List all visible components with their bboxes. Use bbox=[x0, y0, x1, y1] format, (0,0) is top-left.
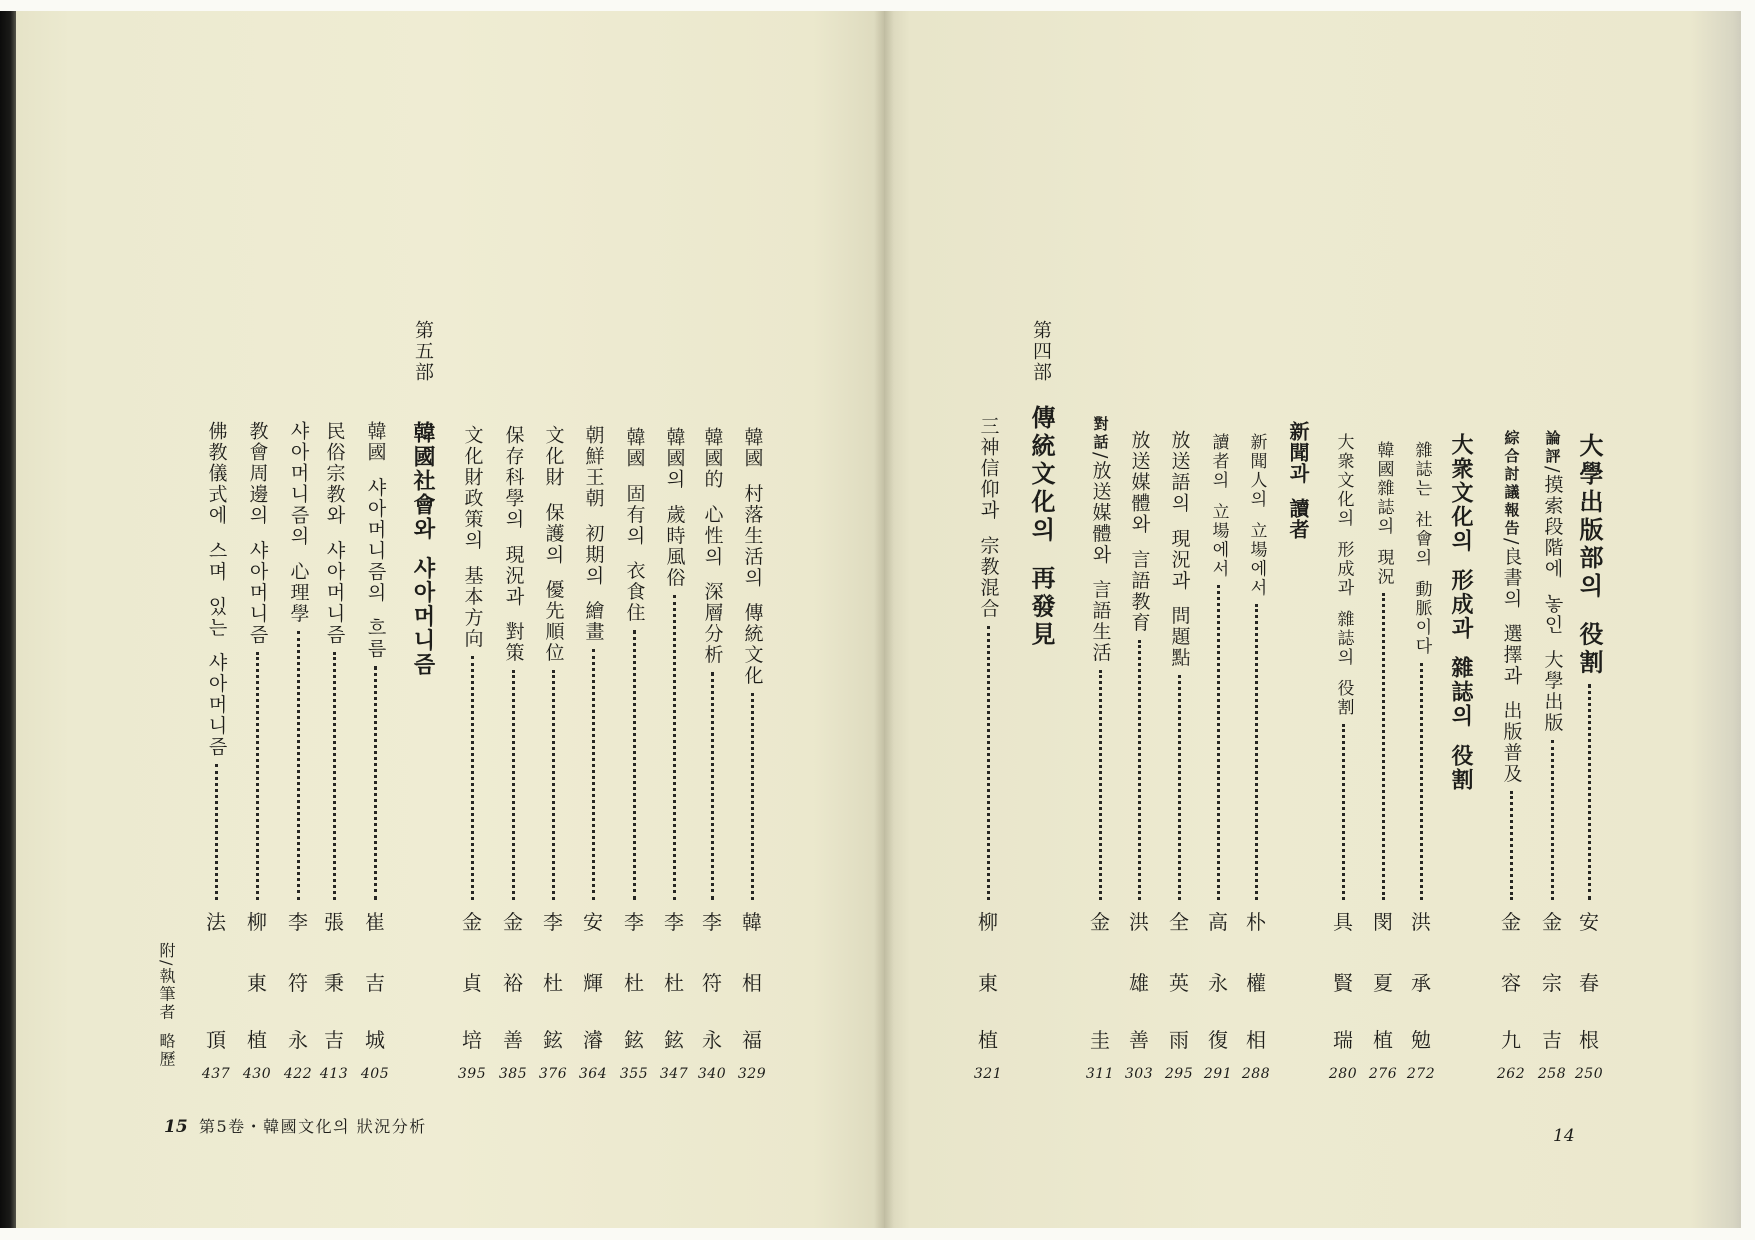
dot-leader bbox=[673, 595, 676, 900]
author-name-char: 金 bbox=[1542, 910, 1562, 934]
dot-leader bbox=[987, 626, 990, 900]
author-name-char: 安 bbox=[583, 910, 603, 934]
dot-leader bbox=[1588, 684, 1591, 900]
author-name-char: 植 bbox=[1373, 1028, 1393, 1052]
author-name-char: 相 bbox=[1246, 1028, 1266, 1052]
entry-title: 샤아머니즘의 心理學 bbox=[287, 421, 310, 625]
author-name-char: 李 bbox=[288, 910, 308, 934]
author-name-char: 雄 bbox=[1129, 971, 1149, 995]
part-heading bbox=[408, 421, 438, 677]
toc-entry bbox=[1124, 430, 1154, 900]
toc-page-number: 340 bbox=[697, 1066, 727, 1082]
section-heading bbox=[1283, 421, 1313, 540]
author-name-char: 雨 bbox=[1169, 1028, 1189, 1052]
toc-entry bbox=[697, 427, 727, 900]
author-name-char: 九 bbox=[1501, 1028, 1521, 1052]
toc-page-number: 422 bbox=[283, 1066, 313, 1082]
author-name-char: 善 bbox=[503, 1028, 523, 1052]
part-heading bbox=[1026, 405, 1056, 649]
author-name-char: 金 bbox=[462, 910, 482, 934]
toc-page-number: 321 bbox=[973, 1066, 1003, 1082]
dot-leader bbox=[512, 670, 515, 900]
author-name-char: 容 bbox=[1501, 971, 1521, 995]
entry-title: 傳統文化의 再發見 bbox=[1027, 405, 1056, 650]
entry-title: 新聞人의 立場에서 bbox=[1246, 433, 1267, 598]
toc-page-number: 437 bbox=[201, 1066, 231, 1082]
author-name-char: 張 bbox=[324, 910, 344, 934]
author-name-char: 圭 bbox=[1090, 1028, 1110, 1052]
dot-leader bbox=[592, 649, 595, 900]
toc-page-number: 295 bbox=[1164, 1066, 1194, 1082]
toc-entry bbox=[201, 421, 231, 900]
entry-title: 韓國 샤아머니즘의 흐름 bbox=[364, 421, 387, 660]
toc-page-number: 385 bbox=[498, 1066, 528, 1082]
dot-leader bbox=[1099, 670, 1102, 900]
author-name-char: 權 bbox=[1246, 971, 1266, 995]
toc-page-number: 413 bbox=[319, 1066, 349, 1082]
toc-entry bbox=[1164, 430, 1194, 900]
author-name-char: 高 bbox=[1208, 910, 1228, 934]
author-name-char: 崔 bbox=[365, 910, 385, 934]
entry-title bbox=[1502, 430, 1521, 784]
author-name-char: 金 bbox=[1090, 910, 1110, 934]
author-name-char: 柳 bbox=[978, 910, 998, 934]
entry-title bbox=[1091, 416, 1110, 663]
entry-title: 韓國的 心性의 深層分析 bbox=[701, 427, 724, 666]
entry-title: 放送語의 現況과 問題點 bbox=[1168, 430, 1191, 669]
toc-entry bbox=[1241, 433, 1271, 900]
dot-leader bbox=[471, 656, 474, 900]
toc-page-number: 430 bbox=[242, 1066, 272, 1082]
entry-title: 三神信仰과 宗教混合 bbox=[977, 416, 1000, 620]
entry-prefix: 論評 bbox=[1543, 430, 1562, 466]
toc-page-number: 250 bbox=[1574, 1066, 1604, 1082]
author-name-char: 李 bbox=[702, 910, 722, 934]
author-name-char: 頂 bbox=[206, 1028, 226, 1052]
dot-leader bbox=[297, 631, 300, 900]
dot-leader bbox=[1255, 604, 1258, 900]
toc-page-number: 303 bbox=[1124, 1066, 1154, 1082]
author-name-char: 英 bbox=[1169, 971, 1189, 995]
toc-entry bbox=[619, 427, 649, 900]
author-name-char: 閔 bbox=[1373, 910, 1393, 934]
dot-leader bbox=[711, 672, 714, 900]
author-name-char: 符 bbox=[288, 971, 308, 995]
author-name-char: 具 bbox=[1333, 910, 1353, 934]
entry-prefix: 綜合討議報告 bbox=[1502, 430, 1521, 538]
author-name-char: 鉉 bbox=[664, 1028, 684, 1052]
entry-title: 韓國의 歲時風俗 bbox=[663, 427, 686, 589]
entry-title-text: /摸索段階에 놓인 大學出版 bbox=[1541, 466, 1564, 734]
toc-entry bbox=[1328, 433, 1358, 900]
dot-leader bbox=[1551, 740, 1554, 900]
author-name-char: 李 bbox=[543, 910, 563, 934]
author-name-char: 李 bbox=[664, 910, 684, 934]
toc-page-number: 329 bbox=[737, 1066, 767, 1082]
toc-page-number: 291 bbox=[1203, 1066, 1233, 1082]
author-name-char: 杜 bbox=[543, 971, 563, 995]
dot-leader bbox=[1382, 593, 1385, 900]
toc-entry bbox=[360, 421, 390, 900]
author-name-char: 金 bbox=[1501, 910, 1521, 934]
toc-page-number: 311 bbox=[1085, 1066, 1115, 1082]
author-name-char: 洪 bbox=[1411, 910, 1431, 934]
author-name-char: 貞 bbox=[462, 971, 482, 995]
author-name-char: 永 bbox=[288, 1028, 308, 1052]
toc-entry bbox=[1496, 430, 1526, 900]
toc-page-number: 272 bbox=[1406, 1066, 1436, 1082]
running-head: 第5卷・韓國文化의 狀況分析 bbox=[199, 1117, 427, 1136]
author-name-char: 永 bbox=[1208, 971, 1228, 995]
toc-page-number: 355 bbox=[619, 1066, 649, 1082]
author-name-char: 秉 bbox=[324, 971, 344, 995]
dot-leader bbox=[1138, 640, 1141, 900]
entry-title: 放送媒體와 言語教育 bbox=[1128, 430, 1151, 634]
toc-entry bbox=[1537, 430, 1567, 900]
entry-title: 佛教儀式에 스며 있는 샤아머니즘 bbox=[205, 421, 228, 758]
appendix-entry: 附/執筆者 略歷 bbox=[157, 942, 176, 1069]
entry-title: 韓國雜誌의 現況 bbox=[1373, 441, 1394, 587]
dot-leader bbox=[256, 652, 259, 900]
toc-entry bbox=[1085, 416, 1115, 900]
toc-entry bbox=[659, 427, 689, 900]
dot-leader bbox=[1510, 791, 1513, 900]
entry-title: 大衆文化의 形成과 雜誌의 役割 bbox=[1333, 433, 1354, 718]
author-name-char: 鉉 bbox=[624, 1028, 644, 1052]
author-name-char: 韓 bbox=[742, 910, 762, 934]
author-name-char: 福 bbox=[742, 1028, 762, 1052]
entry-title: 大衆文化의 形成과 雜誌의 役割 bbox=[1448, 433, 1474, 792]
author-name-char: 柳 bbox=[247, 910, 267, 934]
author-name-char: 賢 bbox=[1333, 971, 1353, 995]
author-name-char: 吉 bbox=[365, 971, 385, 995]
author-name-char: 杜 bbox=[664, 971, 684, 995]
dot-leader bbox=[215, 764, 218, 900]
toc-page-number: 262 bbox=[1496, 1066, 1526, 1082]
toc-page-number: 405 bbox=[360, 1066, 390, 1082]
toc-entry bbox=[538, 425, 568, 900]
author-name-char: 夏 bbox=[1373, 971, 1393, 995]
dot-leader bbox=[751, 693, 754, 900]
entry-title: 讀者의 立場에서 bbox=[1208, 433, 1229, 579]
right-page-number: 14 bbox=[1553, 1126, 1575, 1146]
dot-leader bbox=[633, 630, 636, 900]
author-name-char: 宗 bbox=[1542, 971, 1562, 995]
entry-title: 韓國 固有의 衣食住 bbox=[623, 427, 646, 624]
dot-leader bbox=[552, 670, 555, 900]
author-name-char: 植 bbox=[247, 1028, 267, 1052]
author-name-char: 全 bbox=[1169, 910, 1189, 934]
author-name-char: 城 bbox=[365, 1028, 385, 1052]
author-name-char: 金 bbox=[503, 910, 523, 934]
author-name-char: 春 bbox=[1579, 971, 1599, 995]
toc-page-number: 258 bbox=[1537, 1066, 1567, 1082]
entry-title: 民俗宗教와 샤아머니즘 bbox=[323, 421, 346, 646]
entry-title: 韓國 村落生活의 傳統文化 bbox=[741, 427, 764, 687]
dot-leader bbox=[1178, 675, 1181, 900]
author-name-char: 永 bbox=[702, 1028, 722, 1052]
entry-title: 文化財政策의 基本方向 bbox=[461, 425, 484, 650]
dot-leader bbox=[374, 666, 377, 900]
author-name-char: 植 bbox=[978, 1028, 998, 1052]
part-label: 第四部 bbox=[1030, 320, 1052, 383]
author-name-char: 承 bbox=[1411, 971, 1431, 995]
left-page-number: 15 bbox=[164, 1117, 188, 1137]
section-heading bbox=[1446, 433, 1476, 792]
author-name-char: 培 bbox=[462, 1028, 482, 1052]
part-label: 第五部 bbox=[412, 320, 434, 383]
toc-entry bbox=[1368, 441, 1398, 900]
toc-page-number: 288 bbox=[1241, 1066, 1271, 1082]
author-name-char: 朴 bbox=[1246, 910, 1266, 934]
author-name-char: 相 bbox=[742, 971, 762, 995]
toc-entry bbox=[319, 421, 349, 900]
entry-title-text: /放送媒體와 言語生活 bbox=[1089, 452, 1112, 664]
entry-title-text: /良書의 選擇과 出版普及 bbox=[1500, 538, 1523, 785]
author-name-char: 東 bbox=[247, 971, 267, 995]
entry-title: 雜誌는 社會의 動脈이다 bbox=[1411, 441, 1432, 656]
toc-page-number: 347 bbox=[659, 1066, 689, 1082]
author-name-char: 濬 bbox=[583, 1028, 603, 1052]
author-name-char: 鉉 bbox=[543, 1028, 563, 1052]
entry-prefix: 對話 bbox=[1091, 416, 1110, 452]
toc-entry bbox=[1406, 441, 1436, 900]
dot-leader bbox=[1342, 724, 1345, 900]
author-name-char: 輝 bbox=[583, 971, 603, 995]
author-name-char: 法 bbox=[206, 910, 226, 934]
entry-title: 保存科學의 現況과 對策 bbox=[502, 425, 525, 664]
author-name-char: 吉 bbox=[324, 1028, 344, 1052]
toc-entry bbox=[737, 427, 767, 900]
toc-entry bbox=[1203, 433, 1233, 900]
toc-page-number: 280 bbox=[1328, 1066, 1358, 1082]
author-name-char: 根 bbox=[1579, 1028, 1599, 1052]
entry-title: 大學出版部의 役割 bbox=[1575, 433, 1604, 678]
entry-title: 朝鮮王朝 初期의 繪畫 bbox=[582, 425, 605, 643]
author-name-char: 符 bbox=[702, 971, 722, 995]
entry-title: 韓國社會와 샤아머니즘 bbox=[410, 421, 436, 677]
author-name-char: 東 bbox=[978, 971, 998, 995]
toc-page-number: 376 bbox=[538, 1066, 568, 1082]
author-name-char: 安 bbox=[1579, 910, 1599, 934]
toc-entry bbox=[242, 421, 272, 900]
author-name-char: 李 bbox=[624, 910, 644, 934]
toc-entry bbox=[973, 416, 1003, 900]
toc-entry bbox=[1574, 433, 1604, 900]
author-name-char: 善 bbox=[1129, 1028, 1149, 1052]
author-name-char: 杜 bbox=[624, 971, 644, 995]
author-name-char: 吉 bbox=[1542, 1028, 1562, 1052]
author-name-char: 裕 bbox=[503, 971, 523, 995]
toc-entry bbox=[457, 425, 487, 900]
author-name-char: 勉 bbox=[1411, 1028, 1431, 1052]
toc-page-number: 395 bbox=[457, 1066, 487, 1082]
toc-page-number: 364 bbox=[578, 1066, 608, 1082]
entry-title bbox=[1543, 430, 1562, 733]
entry-title: 教會周邊의 샤아머니즘 bbox=[246, 421, 269, 646]
author-name-char: 復 bbox=[1208, 1028, 1228, 1052]
toc-entry bbox=[578, 425, 608, 900]
dot-leader bbox=[1420, 663, 1423, 900]
toc-entry bbox=[283, 421, 313, 900]
toc-page-number: 276 bbox=[1368, 1066, 1398, 1082]
dot-leader bbox=[1217, 585, 1220, 900]
entry-title: 文化財 保護의 優先順位 bbox=[542, 425, 565, 664]
toc-entry bbox=[498, 425, 528, 900]
entry-title: 新聞과 讀者 bbox=[1286, 421, 1310, 540]
dot-leader bbox=[333, 652, 336, 900]
author-name-char: 洪 bbox=[1129, 910, 1149, 934]
author-name-char: 瑞 bbox=[1333, 1028, 1353, 1052]
